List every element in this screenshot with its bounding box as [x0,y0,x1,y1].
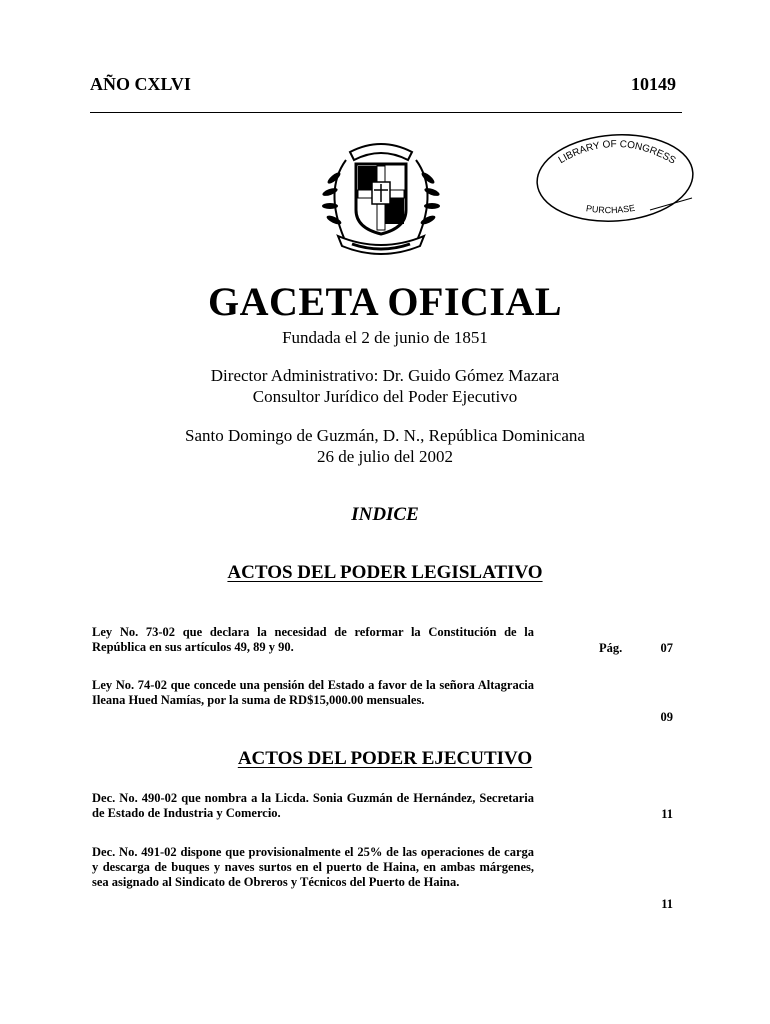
gazette-title: GACETA OFICIAL [207,279,563,324]
index-heading: INDICE [351,504,419,525]
founded-line: Fundada el 2 de junio de 1851 [282,328,488,347]
index-entry-page: 11 [661,897,673,911]
consultant-line: Consultor Jurídico del Poder Ejecutivo [252,387,518,406]
index-entry-text: Ley No. 74-02 que concede una pensión del Estado a favor de la señora Altagracia Ileana Hued Namías, por la suma de RD$15,000.00 mensuales. [92,678,534,707]
city-line: Santo Domingo de Guzmán, D. N., República Dominicana [185,426,585,445]
section-heading-legislativo: ACTOS DEL PODER LEGISLATIVO [227,562,543,583]
index-entry-page: 07 [660,641,673,655]
issue-number: 10149 [631,74,676,94]
stamp-bottom-text: PURCHASE [585,202,636,216]
director-line: Director Administrativo: Dr. Guido Gómez Mazara [210,366,560,385]
index-entry-text: Ley No. 73-02 que declara la necesidad de reformar la Constitución de la República en sus artículos 49, 89 y 90. [92,625,534,654]
year-label: AÑO CXLVI [90,74,191,94]
index-entry-page: 09 [660,710,673,724]
date-line: 26 de julio del 2002 [317,447,453,466]
index-entry-text: Dec. No. 490-02 que nombra a la Licda. Sonia Guzmán de Hernández, Secretaria de Estado de Industria y Comercio. [92,791,534,820]
index-entry-page: 11 [661,807,673,821]
page-label: Pág. [599,641,623,655]
stamp-top-text: LIBRARY OF CONGRESS [556,138,678,167]
coat-of-arms-icon [316,130,446,260]
header-divider [90,112,682,113]
section-heading-ejecutivo: ACTOS DEL PODER EJECUTIVO [237,748,533,769]
index-entry-text: Dec. No. 491-02 dispone que provisionalmente el 25% de las operaciones de carga y descarga de buques y naves surtos en el puerto de Haina, en ambas márgenes, sea asignado al Sindicato de Obreros y Técnicos del Puerto de Haina. [92,845,534,889]
library-stamp-icon [532,128,698,228]
svg-text:PURCHASE [585,203,635,215]
